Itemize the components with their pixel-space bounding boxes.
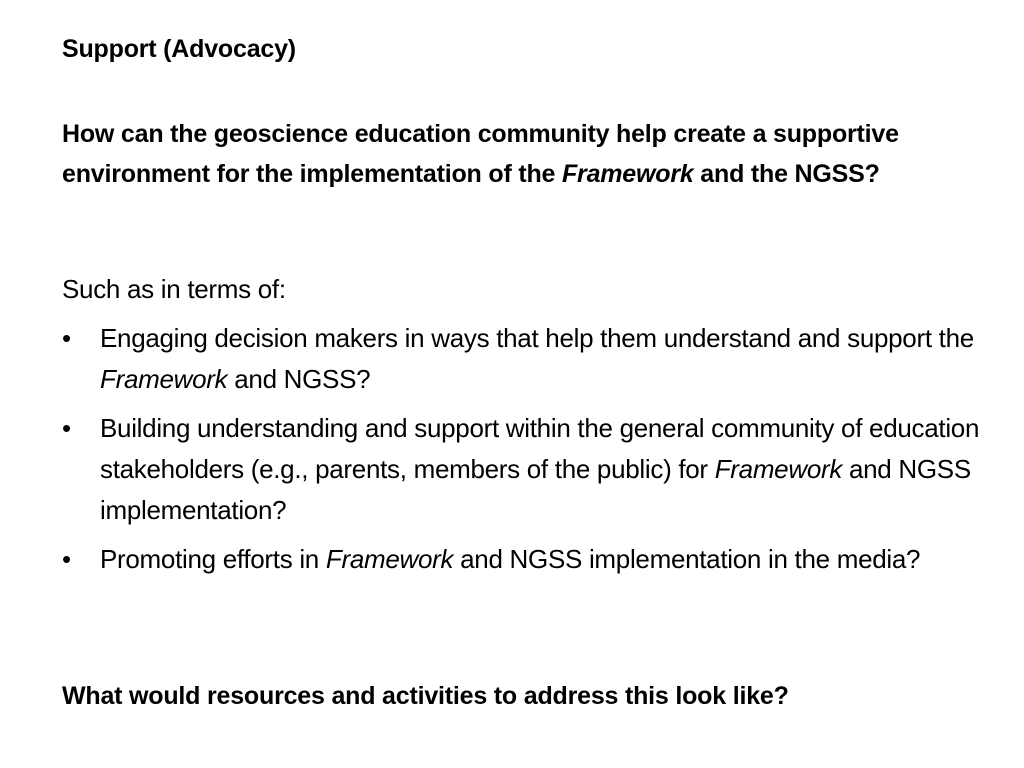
bullet-item-decision-makers <box>62 318 982 400</box>
bullet-text-before: Building understanding and support within the general community of education stakeholders (e.g., parents, members of the public) for <box>100 413 980 484</box>
intro-text: Such as in terms of: <box>62 274 286 304</box>
bullet-text-before: Engaging decision makers in ways that help them understand and support the <box>100 323 974 353</box>
bullet-icon: • <box>62 544 71 574</box>
bullet-text-after: and NGSS? <box>227 364 371 394</box>
bullet-text-italic: Framework <box>325 544 454 574</box>
bullet-list <box>62 318 982 588</box>
bullet-icon: • <box>62 413 71 443</box>
bullet-text-italic: Framework <box>100 364 228 394</box>
slide-heading: Support (Advocacy) <box>62 35 296 63</box>
bullet-text-after: and NGSS implementation in the media? <box>453 544 921 574</box>
question-italic-framework: Framework <box>561 160 694 188</box>
question-text-part2: and the NGSS? <box>693 160 880 188</box>
question-text-part1: How can the geoscience education community help create a supportive environment for the implementation of the <box>62 120 899 188</box>
bullet-text-after: and NGSS implementation? <box>100 454 971 525</box>
bullet-text-before: Promoting efforts in <box>100 544 326 574</box>
closing-question: What would resources and activities to address this look like? <box>62 682 789 710</box>
bullet-item-media <box>62 539 982 580</box>
bullet-item-stakeholders <box>62 408 982 531</box>
bullet-icon: • <box>62 323 71 353</box>
main-question <box>62 114 962 194</box>
bullet-text-italic: Framework <box>714 454 843 484</box>
